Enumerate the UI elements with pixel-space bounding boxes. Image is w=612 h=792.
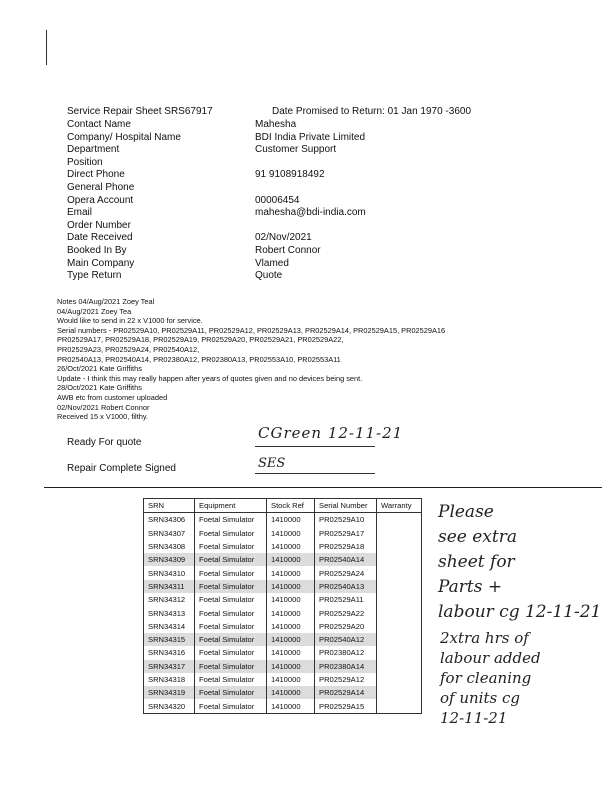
table-cell: PR02529A18 [315,540,377,553]
equipment-table [143,498,422,714]
table-cell: 1410000 [267,540,315,553]
table-cell: SRN34315 [144,633,195,646]
warranty-cell [377,513,422,527]
note-line: PR02529A17, PR02529A18, PR02529A19, PR02529A20, PR02529A21, PR02529A22, [57,335,344,345]
field-value: Quote [255,270,283,282]
table-cell: PR02529A10 [315,513,377,527]
note-line: AWB etc from customer uploaded [57,393,168,402]
table-cell: Foetal Simulator [195,527,267,540]
table-cell: PR02540A13 [315,580,377,593]
table-cell: PR02540A12 [315,633,377,646]
warranty-cell [377,699,422,713]
field-label: Order Number [67,219,131,231]
table-cell: PR02529A17 [315,527,377,540]
divider [44,487,602,488]
table-cell: SRN34311 [144,580,195,593]
table-cell: 1410000 [267,566,315,579]
margin-mark [46,30,47,65]
ready-signature: CGreen 12-11-21 [258,424,404,442]
warranty-cell [377,673,422,686]
table-row [144,699,422,713]
table-cell: 1410000 [267,699,315,713]
field-label: Type Return [67,270,122,282]
field-value: BDI India Private Limited [255,131,366,143]
handwritten-note-line: see extra [438,527,517,547]
table-cell: 1410000 [267,553,315,566]
warranty-cell [377,633,422,646]
ready-for-quote-label: Ready For quote [67,437,142,448]
note-line: Update - I think this may really happen after years of quotes given and no devices being sent. [57,373,363,383]
table-cell: PR02529A15 [315,699,377,713]
warranty-cell [377,646,422,659]
table-cell: Foetal Simulator [195,566,267,579]
table-cell: SRN34307 [144,527,195,540]
table-row [144,673,422,686]
table-cell: SRN34319 [144,686,195,699]
field-value: Robert Connor [255,245,321,256]
table-cell: 1410000 [267,646,315,659]
handwritten-note-line: labour cg 12-11-21 [438,602,602,622]
field-value: 02/Nov/2021 [255,232,312,244]
field-label: Contact Name [67,119,131,130]
warranty-cell [377,686,422,699]
table-cell: SRN34313 [144,606,195,619]
table-row [144,553,422,566]
note-line: Received 15 x V1000, filthy. [57,412,149,422]
field-label: General Phone [67,182,135,193]
note-line: PR02529A23, PR02529A24, PR02540A12, [57,345,200,354]
table-cell: PR02529A11 [315,593,377,606]
table-cell: 1410000 [267,633,315,646]
field-value: 91 9108918492 [255,169,325,181]
signature-line [255,446,375,447]
note-line: 02/Nov/2021 Robert Connor [57,402,150,412]
table-row [144,606,422,619]
date-promised: Date Promised to Return: 01 Jan 1970 -3600 [272,106,472,117]
field-value: mahesha@bdi-india.com [255,207,366,219]
table-cell: SRN34306 [144,513,195,527]
note-line: 04/Aug/2021 Zoey Tea [57,306,132,316]
table-row [144,527,422,540]
table-cell: Foetal Simulator [195,553,267,566]
table-cell: 1410000 [267,673,315,686]
table-cell: Foetal Simulator [195,540,267,553]
table-row [144,593,422,606]
note-line: 28/Oct/2021 Kate Griffiths [57,383,142,393]
table-cell: PR02380A14 [315,660,377,673]
field-label: Main Company [67,257,135,269]
warranty-cell [377,540,422,553]
field-value: Mahesha [255,119,297,130]
signature-line [255,473,375,474]
table-cell: 1410000 [267,513,315,527]
table-row [144,686,422,699]
table-cell: PR02529A20 [315,620,377,633]
table-cell: SRN34318 [144,673,195,686]
note-line: Would like to send in 22 x V1000 for service. [57,316,203,326]
handwritten-note-line: sheet for [438,552,515,572]
repair-complete-label: Repair Complete Signed [67,463,176,474]
note-line: 26/Oct/2021 Kate Griffiths [57,364,142,374]
handwritten-note-line: Parts + [438,577,503,597]
field-label: Booked In By [67,245,127,256]
column-header: Stock Ref [267,499,315,513]
table-cell: 1410000 [267,593,315,606]
warranty-cell [377,620,422,633]
warranty-cell [377,593,422,606]
table-cell: SRN34310 [144,566,195,579]
field-label: Opera Account [67,194,134,206]
table-cell: 1410000 [267,580,315,593]
table-cell: SRN34308 [144,540,195,553]
table-cell: SRN34316 [144,646,195,659]
column-header: SRN [144,499,195,513]
field-value: Customer Support [255,144,337,156]
handwritten-note-line: 2xtra hrs of [440,629,529,647]
table-row [144,620,422,633]
table-cell: SRN34312 [144,593,195,606]
column-header: Serial Number [315,499,377,513]
note-line: Notes 04/Aug/2021 Zoey Teal [57,297,155,306]
table-row [144,566,422,579]
table-cell: 1410000 [267,527,315,540]
field-label: Date Received [67,232,133,244]
table-row [144,580,422,593]
field-label: Direct Phone [67,169,125,181]
warranty-cell [377,566,422,579]
table-row [144,646,422,659]
table-cell: Foetal Simulator [195,699,267,713]
field-value: Vlamed [255,257,289,269]
table-cell: Foetal Simulator [195,620,267,633]
note-line: Serial numbers - PR02529A10, PR02529A11, PR02529A12, PR02529A13, PR02529A14, PR02529A15, PR02529A16 [57,325,446,335]
table-cell: SRN34314 [144,620,195,633]
handwritten-note-line: Please [438,502,494,522]
table-cell: Foetal Simulator [195,633,267,646]
table-cell: Foetal Simulator [195,606,267,619]
table-cell: PR02529A14 [315,686,377,699]
table-row [144,513,422,527]
warranty-cell [377,660,422,673]
table-cell: PR02529A24 [315,566,377,579]
table-cell: SRN34309 [144,553,195,566]
table-cell: Foetal Simulator [195,660,267,673]
table-cell: PR02529A22 [315,606,377,619]
table-cell: 1410000 [267,660,315,673]
field-label: Email [67,207,93,219]
complete-signature: SES [258,456,286,471]
table-row [144,540,422,553]
warranty-cell [377,553,422,566]
column-header: Equipment [195,499,267,513]
field-value: 00006454 [255,194,300,206]
field-label: Position [67,156,103,168]
table-cell: Foetal Simulator [195,686,267,699]
table-cell: 1410000 [267,686,315,699]
table-cell: SRN34320 [144,699,195,713]
handwritten-note-line: of units cg [440,689,520,707]
warranty-cell [377,527,422,540]
sheet-title: Service Repair Sheet SRS67917 [67,106,213,117]
table-cell: PR02380A12 [315,646,377,659]
handwritten-note-line: for cleaning [440,669,532,687]
table-cell: Foetal Simulator [195,513,267,527]
table-cell: Foetal Simulator [195,580,267,593]
field-label: Department [67,144,120,156]
table-row [144,633,422,646]
warranty-cell [377,606,422,619]
column-header: Warranty [377,499,422,513]
handwritten-note-line: 12-11-21 [440,709,508,727]
note-line: PR02540A13, PR02540A14, PR02380A12, PR02380A13, PR02553A10, PR02553A11 [57,354,341,364]
table-cell: PR02540A14 [315,553,377,566]
table-cell: PR02529A12 [315,673,377,686]
handwritten-note-line: labour added [440,649,541,667]
table-cell: Foetal Simulator [195,593,267,606]
table-cell: Foetal Simulator [195,646,267,659]
table-row [144,660,422,673]
table-cell: 1410000 [267,620,315,633]
warranty-cell [377,580,422,593]
table-cell: Foetal Simulator [195,673,267,686]
field-label: Company/ Hospital Name [67,131,181,143]
table-cell: SRN34317 [144,660,195,673]
table-cell: 1410000 [267,606,315,619]
